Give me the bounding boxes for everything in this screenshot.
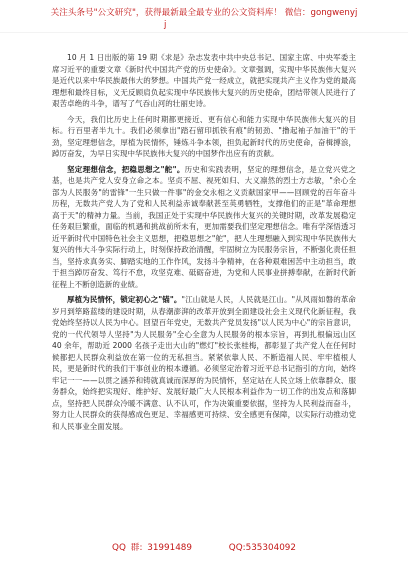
section-heading-ideals: 坚定理想信念，把稳思想之"舵"。 [67,164,185,174]
promo-header-line1: 关注头条号"公文研究"，获得最新最全最专业的公文资料库！ 微信：gongwenyj [50,8,358,18]
promo-header [0,0,408,33]
section-heading-people: 厚植为民情怀，锁定初心之"锚"。 [67,295,182,304]
paragraph-ideals: 坚定理想信念，把稳思想之"舵"。历史和实践表明，坚定的理想信念，是立党兴党之基，也是共产党人安身立命之本。坚贞不屈、视死如归、大义凛然的烈士方志敏，"余心全部为人民服务"的雷锋"一生只做一件事"的金交永相之义贡献国家甲——回顾党的百年奋斗历程，无数共产党人为了党和人民利益赤诚奉献甚至英勇牺牲，支撑他们的正是"革命理想高于天"的精神力量。当前，我国正处于实现中华民族伟大复兴的关键时期，改革发展稳定任务艰巨繁重，面临的机遇和挑战前所未有，更加需要我们坚定理想信念。唯有学深悟透习近平新时代中国特色社会主义思想，把稳思想之"舵"，把人生理想融入到实现中华民族伟大复兴的伟大斗争实际行动上，时刻保持政治清醒，牢固树立为民服务宗旨，不断强化责任担当，坚持求真务实、脚踏实地的工作作风，发扬斗争精神，在各种艰难困苦中主动担当，敢于担当踔厉奋发、笃行不怠，攻坚克难、砥砺奋进，为党和人民事业拼搏奉献，在新时代新征程上不断创造新的业绩。 [52,164,356,289]
paragraph-people: 厚植为民情怀，锁定初心之"锚"。"江山就是人民，人民就是江山。"从风雨如磐的革命岁月到筚路蓝缕的建设时期，从春潮澎湃的改革开放到全面建设社会主义现代化新征程，我党始终坚持以人民为中心。回望百年党史，无数共产党员发扬"以人民为中心"的宗旨意识，党的一代代领导人坚持"为人民服务"全心全意为人民服务的根本宗旨，再到扎根偏远山区 40 余年，帮助近 2000 名孩子走出大山的"燃灯"校长张桂梅，都彰显了共产党人在任何时候都把人民群众利益放在第一位的无私担当。紧紧依靠人民、不断造福人民、牢牢植根人民，更是新时代的我们干事创业的根本遵循。必须坚定治着习近平总书记指引的方向，始终牢记一一——以贯之涵养和铸就真诚而深厚的为民情怀，坚定站在人民立场上依靠群众、服务群众，始终把实现好、维护好、发展好最广大人民根本利益作为一切工作的出发点和落脚点，坚持把人民群众冷暖不满意、认不认可，作为决策重要依据，坚持为人民利益而奋斗，努力让人民群众的获得感成色更足、幸福感更可持续、安全感更有保障，以实际行动推动党和人民事业全面发展。 [52,295,356,431]
paragraph-intro: 10 月 1 日出版的第 19 期《求是》杂志发表中共中央总书记、国家主席、中央军委主席习近平的重要文章《新时代中国共产党的历史使命》。文章强调，实现中华民族伟大复兴是近代以来中华民族最伟大的梦想。中国共产党一经成立，就把实现共产主义作为党的最高理想和最终目标，义无反顾肩负起实现中华民族伟大复兴的历史使命，团结带领人民进行了艰苦卓绝的斗争，谱写了气吞山河的壮丽史诗。 [52,53,356,108]
qq-number: QQ:535304092 [228,543,296,553]
contact-footer [0,540,408,553]
promo-header-line2: j [164,20,167,30]
qq-group-number: QQ 群: 31991489 [112,543,192,553]
article-body [52,52,356,436]
paragraph-mission: 今天，我们比历史上任何时期都更接近、更有信心和能力实现中华民族伟大复兴的目标。行百里者半九十。我们必须拿出"踏石留印抓铁有痕"的韧劲、"撸起袖子加油干"的干劲，坚定理想信念，厚植为民情怀，锤炼斗争本领，担负起新时代的历史使命，奋楫搏浪，踔厉奋发，为早日实现中华民族伟大复兴的中国梦作出应有的贡献。 [52,114,356,158]
